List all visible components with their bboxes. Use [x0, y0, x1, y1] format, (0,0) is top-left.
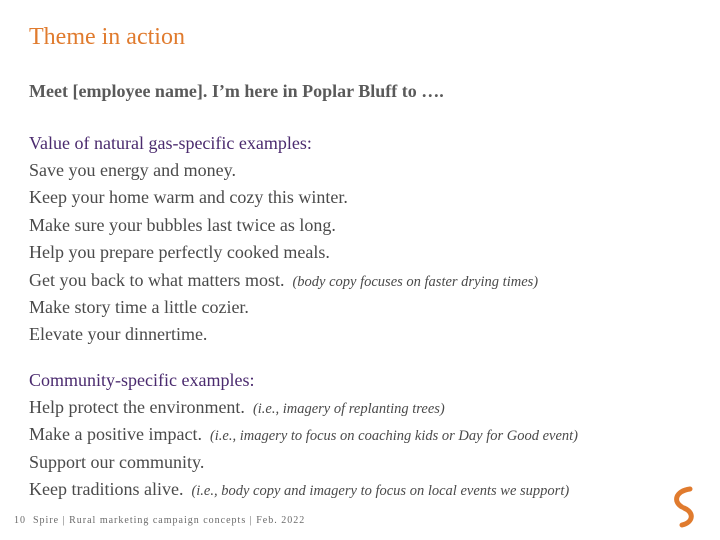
item-text: Get you back to what matters most.	[29, 269, 285, 290]
item-text: Make sure your bubbles last twice as long.	[29, 214, 336, 235]
natural-gas-section	[29, 130, 538, 349]
slide-title: Theme in action	[29, 24, 185, 50]
item-text: Make story time a little cozier.	[29, 296, 249, 317]
list-item	[29, 421, 578, 448]
list-item	[29, 394, 578, 421]
list-item	[29, 449, 578, 476]
list-item	[29, 321, 538, 348]
list-item	[29, 212, 538, 239]
slide-subtitle: Meet [employee name]. I’m here in Poplar Bluff to ….	[29, 81, 444, 101]
item-text: Make a positive impact.	[29, 424, 202, 445]
item-note: (i.e., imagery of replanting trees)	[252, 401, 445, 417]
slide-footer	[14, 515, 305, 526]
item-text: Support our community.	[29, 451, 205, 472]
spire-s-logo-icon	[670, 486, 702, 528]
item-text: Keep traditions alive.	[29, 479, 184, 500]
list-item	[29, 184, 538, 211]
natural-gas-heading: Value of natural gas-specific examples:	[29, 133, 312, 153]
community-section	[29, 367, 578, 504]
item-text: Help protect the environment.	[29, 397, 245, 417]
item-text: Help you prepare perfectly cooked meals.	[29, 242, 330, 263]
community-heading: Community-specific examples:	[29, 370, 255, 390]
list-item	[29, 239, 538, 266]
list-item	[29, 476, 578, 503]
item-text: Save you energy and money.	[29, 160, 236, 180]
footer-text: Spire | Rural marketing campaign concepts | Feb. 2022	[33, 515, 306, 526]
list-item	[29, 267, 538, 294]
item-text: Elevate your dinnertime.	[29, 324, 208, 345]
list-item	[29, 157, 538, 184]
page-number: 10	[14, 515, 26, 526]
item-text: Keep your home warm and cozy this winter.	[29, 187, 348, 208]
list-item	[29, 294, 538, 321]
item-note: (body copy focuses on faster drying times)	[292, 273, 539, 290]
item-note: (i.e., imagery to focus on coaching kids or Day for Good event)	[209, 428, 579, 445]
item-note: (i.e., body copy and imagery to focus on local events we support)	[191, 483, 570, 500]
